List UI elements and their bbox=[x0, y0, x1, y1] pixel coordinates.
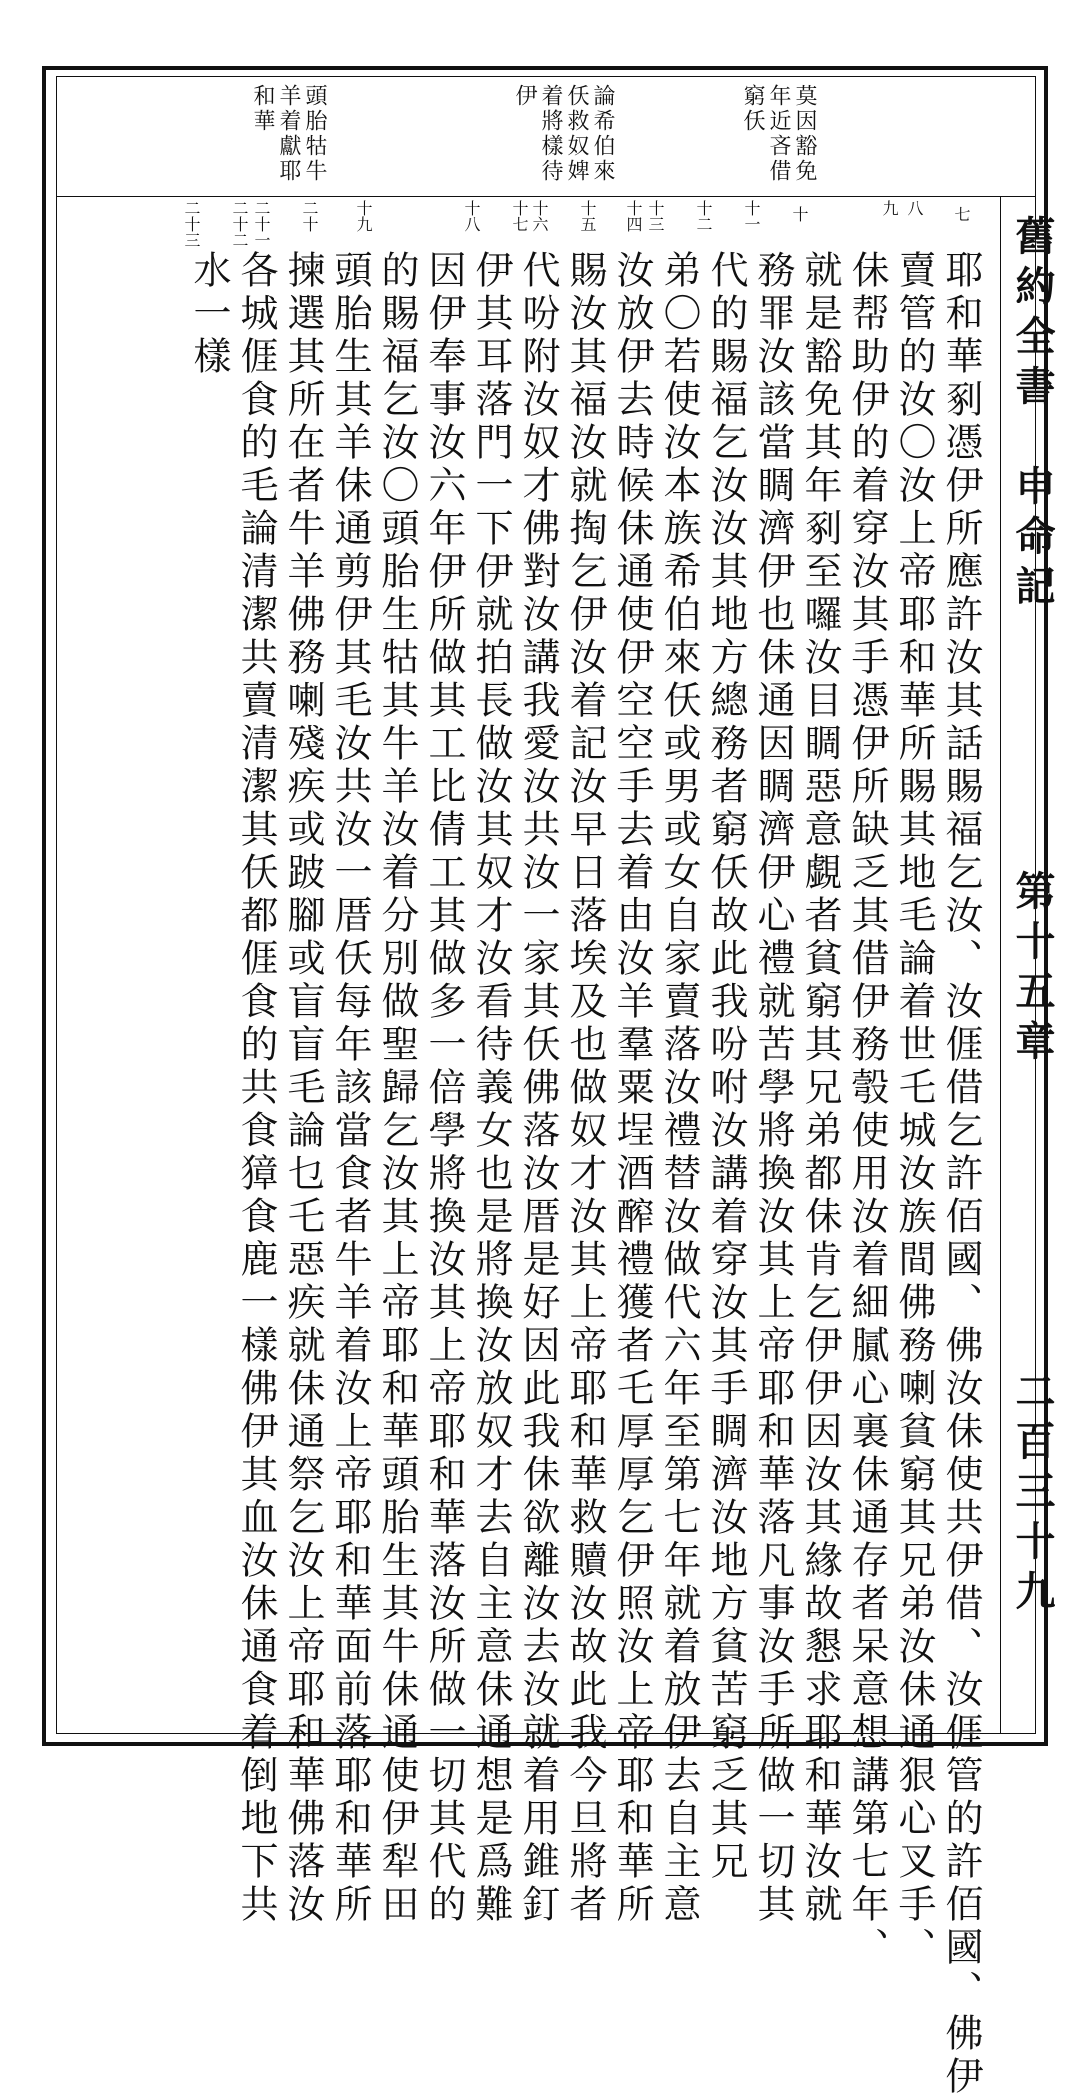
headnote: 論希伯來 bbox=[590, 84, 615, 184]
verse-marker: 十四 bbox=[624, 200, 643, 232]
verse-marker: 十一 bbox=[742, 200, 761, 232]
book-title: 舊約全書 bbox=[1009, 215, 1056, 415]
verse-marker: 十二 bbox=[694, 200, 713, 232]
text-column: 佅帮助伊的着穿汝其手憑伊所缺乏其借伊務彀使用汝着細膩心裏佅通存者呆意想講第七年、 bbox=[845, 250, 889, 1970]
text-column: 汝放伊去時候佅通使伊空空手去着由汝羊羣粟埕酒醡禮獲者乇厚厚乞伊照汝上帝耶和華所 bbox=[610, 250, 654, 1927]
text-column: 伊其耳落門一下伊就拍長做汝其奴才汝看待義女也是將換汝放奴才去自主意佅通想是爲難 bbox=[469, 250, 513, 1927]
text-column: 頭胎生其羊佅通剪伊其毛汝共汝一厝仸每年該當食者牛羊着汝上帝耶和華面前落耶和華所 bbox=[328, 250, 372, 1927]
text-column: 揀選其所在者牛羊佛務喇殘疾或跛腳或盲盲毛論乜乇惡疾就佅通祭乞汝上帝耶和華佛落汝 bbox=[281, 250, 325, 1927]
text-column: 水一樣 bbox=[187, 250, 231, 379]
text-column: 因伊奉事汝六年伊所做其工比倩工其做多一倍學將換汝其上帝耶和華落汝所做一切其代的 bbox=[422, 250, 466, 1927]
text-column: 就是豁免其年剢至囉汝目睭惡意覷者貧窮其兄弟都佅肯乞伊伊因汝其緣故懇求耶和華汝就 bbox=[798, 250, 842, 1927]
book-name: 申命記 bbox=[1009, 465, 1056, 615]
verse-marker: 二十三 bbox=[182, 200, 201, 248]
text-column: 弟〇若使汝本族希伯來仸或男或女自家賣落汝禮替汝做代六年至第七年就着放伊去自主意 bbox=[657, 250, 701, 1927]
verse-marker: 十五 bbox=[578, 200, 597, 232]
chapter-title: 第十五章 bbox=[1009, 870, 1056, 1070]
page-number: 二百三十九 bbox=[1009, 1370, 1056, 1620]
text-column: 各城𠊎食的毛論清潔共賣清潔其仸都𠊎食的共食獐食鹿一樣佛伊其血汝佅通食着倒地下共 bbox=[234, 250, 278, 1927]
verse-marker: 二十 bbox=[300, 200, 319, 232]
text-column: 耶和華剢憑伊所應許汝其話賜福乞汝、汝𠊎借乞許佰國、佛汝佅使共伊借、汝𠊎管的許佰國、佛伊 bbox=[939, 250, 983, 2099]
headnote: 年近吝借 bbox=[766, 84, 791, 184]
verse-marker: 七 bbox=[952, 206, 971, 222]
headnote: 仸救奴婢 bbox=[564, 84, 589, 184]
verse-marker: 九 bbox=[880, 200, 899, 216]
verse-marker: 十 bbox=[790, 206, 809, 222]
verse-marker: 十九 bbox=[354, 200, 373, 232]
headnote: 和華 bbox=[250, 84, 275, 134]
verse-marker: 二十一 bbox=[252, 200, 271, 248]
headnote: 莫因豁免 bbox=[792, 84, 817, 184]
text-column: 務罪汝該當睭濟伊也佅通因睭濟伊心禮就苦學將換汝其上帝耶和華落凡事汝手所做一切其 bbox=[751, 250, 795, 1927]
verse-marker: 十八 bbox=[462, 200, 481, 232]
text-column: 的賜福乞汝〇頭胎生牯其牛羊汝着分別做聖歸乞汝其上帝耶和華頭胎生其牛佅通使伊犁田 bbox=[375, 250, 419, 1927]
verse-marker: 八 bbox=[905, 200, 924, 216]
verse-marker: 二十二 bbox=[230, 200, 249, 248]
headnote: 頭胎牯牛 bbox=[302, 84, 327, 184]
headnote: 羊着獻耶 bbox=[276, 84, 301, 184]
headnote-divider bbox=[56, 196, 1036, 197]
margin-divider bbox=[1000, 196, 1001, 1734]
headnote: 着將樣待 bbox=[538, 84, 563, 184]
text-column: 賜汝其福汝就掏乞伊汝着記汝早日落埃及也做奴才汝其上帝耶和華救贖汝故此我今旦將者 bbox=[563, 250, 607, 1927]
headnote: 伊 bbox=[512, 84, 537, 109]
text-column: 代的賜福乞汝汝其地方總務者窮仸故此我吩咐汝講着穿汝其手睭濟汝地方貧苦窮乏其兄 bbox=[704, 250, 748, 1884]
verse-marker: 十六 bbox=[530, 200, 549, 232]
verse-marker: 十三 bbox=[646, 200, 665, 232]
text-column: 賣管的汝〇汝上帝耶和華所賜其地毛論着世乇城汝族間佛務喇貧窮其兄弟汝佅通狠心叉手、 bbox=[892, 250, 936, 1970]
verse-marker: 十七 bbox=[510, 200, 529, 232]
headnote: 窮仸 bbox=[740, 84, 765, 134]
text-column: 代吩附汝奴才佛對汝講我愛汝共汝一家其仸佛落汝厝是好因此我佅欲離汝去汝就着用錐釘 bbox=[516, 250, 560, 1927]
